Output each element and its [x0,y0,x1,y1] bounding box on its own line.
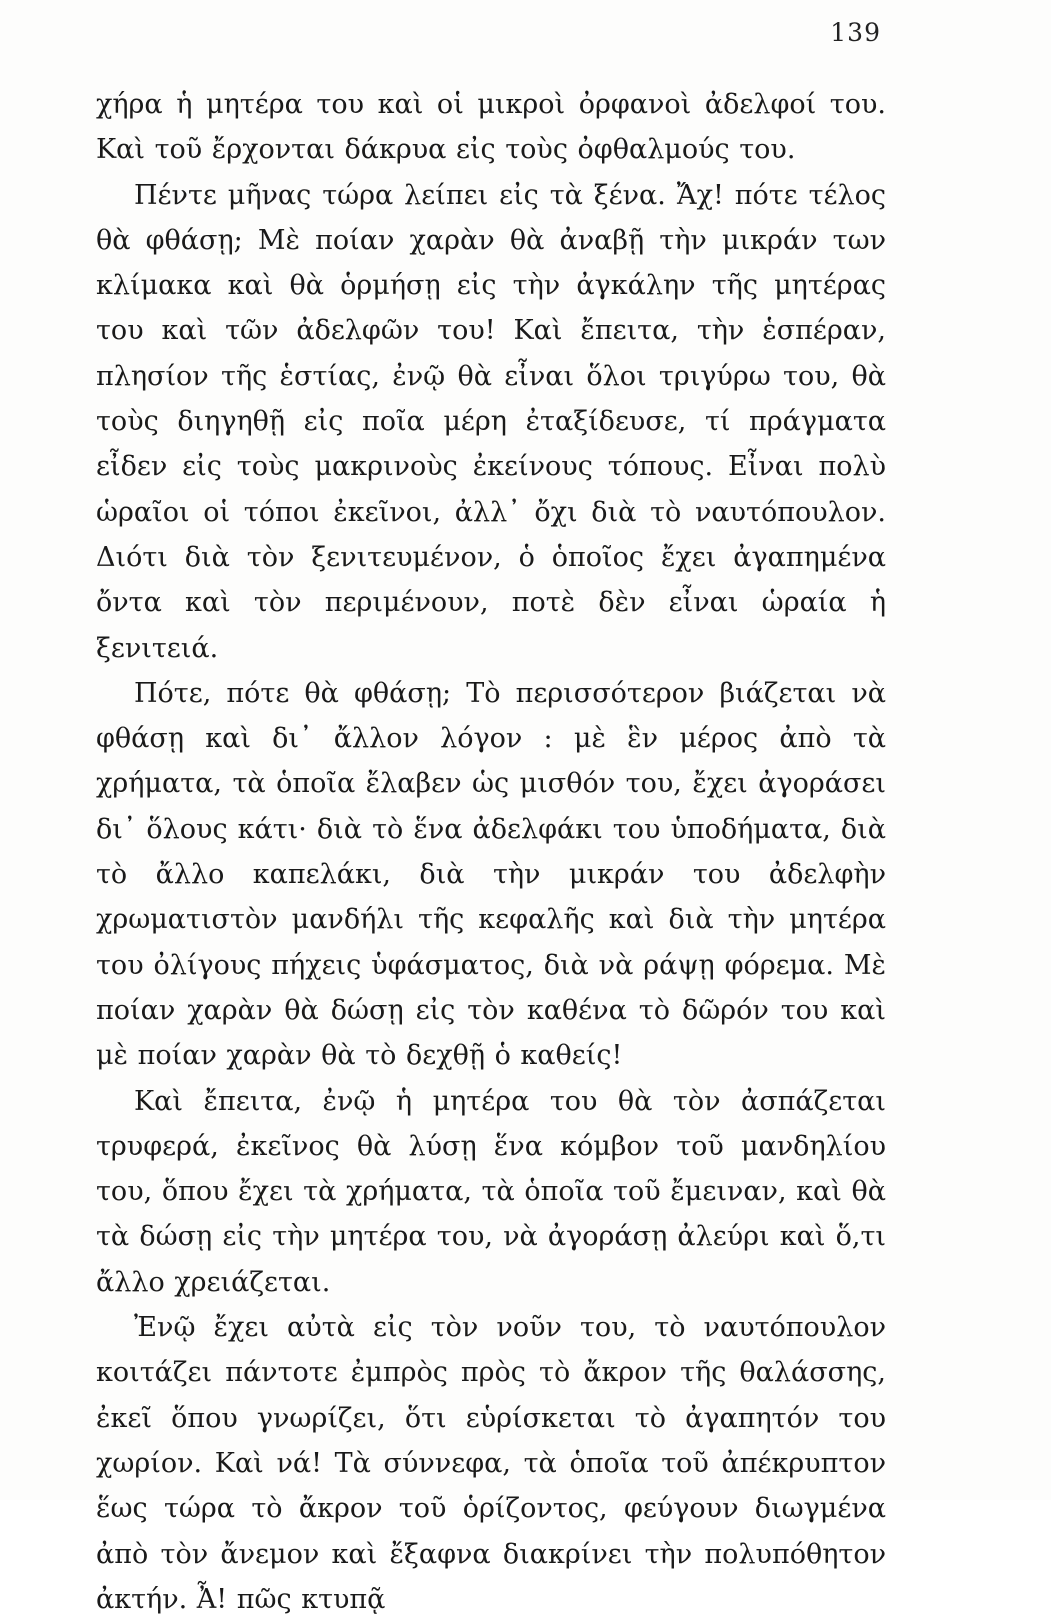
paragraph-5: Ἐνῷ ἔχει αὐτὰ εἰς τὸν νοῦν του, τὸ ναυτόπουλον κοιτάζει πάντοτε ἐμπρὸς πρὸς τὸ ἄκρον τῆς θαλάσσης, ἐκεῖ ὅπου γνωρίζει, ὅτι εὑρίσκεται τὸ ἀγαπητόν του χωρίον. Καὶ νά! Τὰ σύννεφα, τὰ ὁποῖα τοῦ ἀπέκρυπτον ἕως τώρα τὸ ἄκρον τοῦ ὁρίζοντος, φεύγουν διωγμένα ἀπὸ τὸν ἄνεμον καὶ ἔξαφνα διακρίνει τὴν πολυπόθητον ἀκτήν. Ἆ! πῶς κτυπᾷ [96,1312,886,1615]
paragraph-3: Πότε, πότε θὰ φθάσῃ; Τὸ περισσότερον βιάζεται νὰ φθάσῃ καὶ δι᾽ ἄλλον λόγον : μὲ ἓν μέρος ἀπὸ τὰ χρήματα, τὰ ὁποῖα ἔλαβεν ὡς μισθόν του, ἔχει ἀγοράσει δι᾽ ὅλους κάτι· διὰ τὸ ἕνα ἀδελφάκι του ὑποδήματα, διὰ τὸ ἄλλο καπελάκι, διὰ τὴν μικράν του ἀδελφὴν χρωματιστὸν μανδήλι τῆς κεφαλῆς καὶ διὰ τὴν μητέρα του ὀλίγους πήχεις ὑφάσματος, διὰ νὰ ράψῃ φόρεμα. Μὲ ποίαν χαρὰν θὰ δώσῃ εἰς τὸν καθένα τὸ δῶρόν του καὶ μὲ ποίαν χαρὰν θὰ τὸ δεχθῇ ὁ καθείς! [96,677,886,1072]
body-text [96,82,886,1622]
page-number: 139 [830,18,881,47]
paragraph-2: Πέντε μῆνας τώρα λείπει εἰς τὰ ξένα. Ἄχ! πότε τέλος θὰ φθάσῃ; Μὲ ποίαν χαρὰν θὰ ἀναβῇ τὴν μικράν των κλίμακα καὶ θὰ ὁρμήσῃ εἰς τὴν ἀγκάλην τῆς μητέρας του καὶ τῶν ἀδελφῶν του! Καὶ ἔπειτα, τὴν ἑσπέραν, πλησίον τῆς ἑστίας, ἐνῷ θὰ εἶναι ὅλοι τριγύρω του, θὰ τοὺς διηγηθῇ εἰς ποῖα μέρη ἐταξίδευσε, τί πράγματα εἶδεν εἰς τοὺς μακρινοὺς ἐκείνους τόπους. Εἶναι πολὺ ὡραῖοι οἱ τόποι ἐκεῖνοι, ἀλλ᾽ ὄχι διὰ τὸ ναυτόπουλον. Διότι διὰ τὸν ξενιτευμένον, ὁ ὁποῖος ἔχει ἀγαπημένα ὄντα καὶ τὸν περιμένουν, ποτὲ δὲν εἶναι ὡραία ἡ ξενιτειά. [96,179,886,664]
paragraph-1: χήρα ἡ μητέρα του καὶ οἱ μικροὶ ὀρφανοὶ ἀδελφοί του. Καὶ τοῦ ἔρχονται δάκρυα εἰς τοὺς ὀφθαλμούς του. [96,89,886,166]
paragraph-4: Καὶ ἔπειτα, ἐνῷ ἡ μητέρα του θὰ τὸν ἀσπάζεται τρυφερά, ἐκεῖνος θὰ λύσῃ ἕνα κόμβον τοῦ μανδηλίου του, ὅπου ἔχει τὰ χρήματα, τὰ ὁποῖα τοῦ ἔμειναν, καὶ θὰ τὰ δώσῃ εἰς τὴν μητέρα του, νὰ ἀγοράσῃ ἀλεύρι καὶ ὅ,τι ἄλλο χρειάζεται. [96,1085,886,1298]
